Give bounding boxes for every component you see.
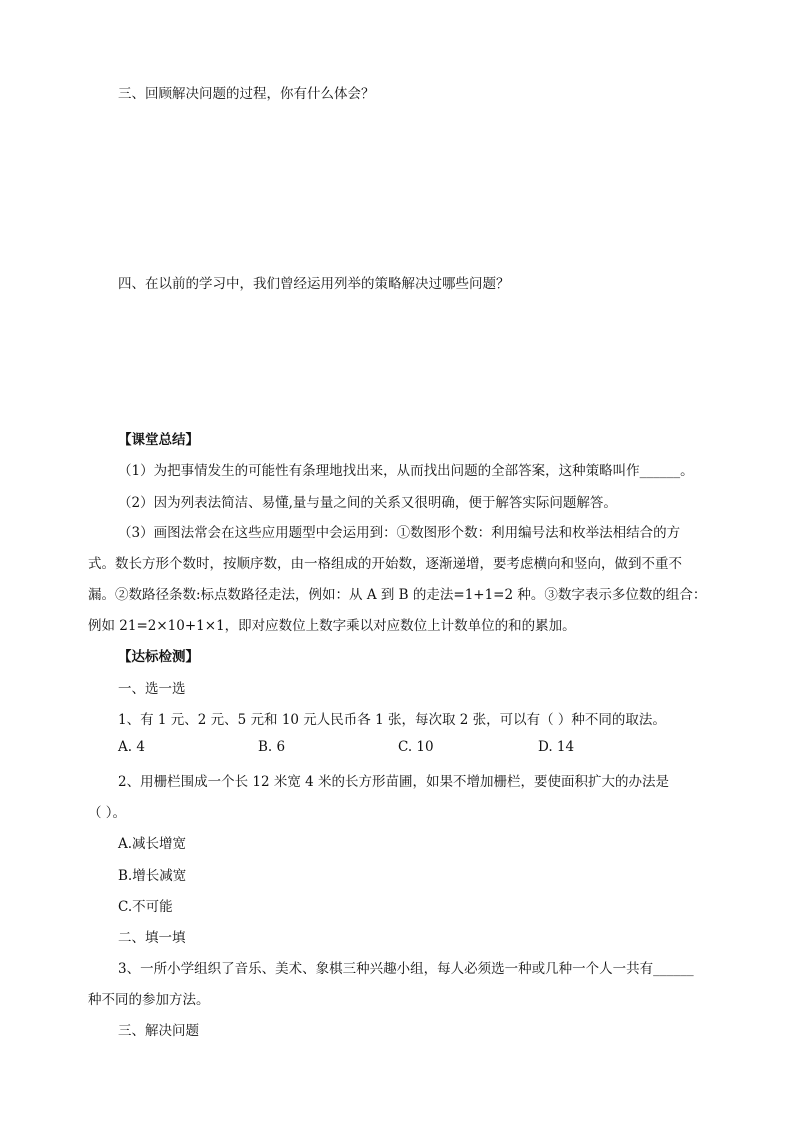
summary-point-3-line-2: 式。数长方形个数时，按顺序数，由一格组成的开始数，逐渐递增，要考虑横向和竖向，做到不重不 [88, 556, 682, 572]
part-one-title: 一、选一选 [118, 681, 186, 697]
question-3-line-1: 3、一所小学组织了音乐、美术、象棋三种兴趣小组，每人必须选一种或几种一个人一共有______ [118, 961, 694, 977]
option-b: B. 6 [258, 739, 286, 755]
question-1-options [0, 739, 794, 759]
summary-point-1: （1）为把事情发生的可能性有条理地找出来，从而找出问题的全部答案，这种策略叫作______。 [118, 463, 694, 479]
part-three-title: 三、解决问题 [118, 1023, 199, 1039]
test-heading: 【达标检测】 [118, 649, 199, 665]
option-a: A. 4 [118, 739, 145, 755]
summary-point-3-line-4: 例如 21=2×10+1×1，即对应数位上数字乘以对应数位上计数单位的和的累加。 [88, 618, 576, 634]
summary-point-3-line-1: （3）画图法常会在这些应用题型中会运用到：①数图形个数：利用编号法和枚举法相结合的方 [118, 525, 681, 541]
question-1: 1、有 1 元、2 元、5 元和 10 元人民币各 1 张，每次取 2 张，可以有（ ）种不同的取法。 [118, 712, 666, 728]
question-3-line-2: 种不同的参加方法。 [88, 992, 210, 1008]
question-2-line-2: （ ）。 [88, 805, 127, 821]
question-2-line-1: 2、用栅栏围成一个长 12 米宽 4 米的长方形苗圃，如果不增加栅栏，要使面积扩大的办法是 [118, 774, 670, 790]
question-2-option-c: C.不可能 [118, 899, 173, 915]
part-two-title: 二、填一填 [118, 930, 186, 946]
section-three-question: 三、回顾解决问题的过程，你有什么体会？ [118, 86, 375, 102]
summary-point-2: （2）因为列表法简洁、易懂,量与量之间的关系又很明确，便于解答实际问题解答。 [118, 495, 617, 511]
option-c: C. 10 [398, 739, 434, 755]
summary-heading: 【课堂总结】 [118, 432, 199, 448]
question-2-option-b: B.增长减宽 [118, 868, 187, 884]
section-four-question: 四、在以前的学习中，我们曾经运用列举的策略解决过哪些问题？ [118, 276, 510, 292]
summary-point-3-line-3: 漏。②数路径条数:标点数路径走法，例如：从 A 到 B 的走法=1+1=2 种。③数字表示多位数的组合： [88, 587, 707, 603]
question-2-option-a: A.减长增宽 [118, 836, 187, 852]
option-d: D. 14 [538, 739, 575, 755]
